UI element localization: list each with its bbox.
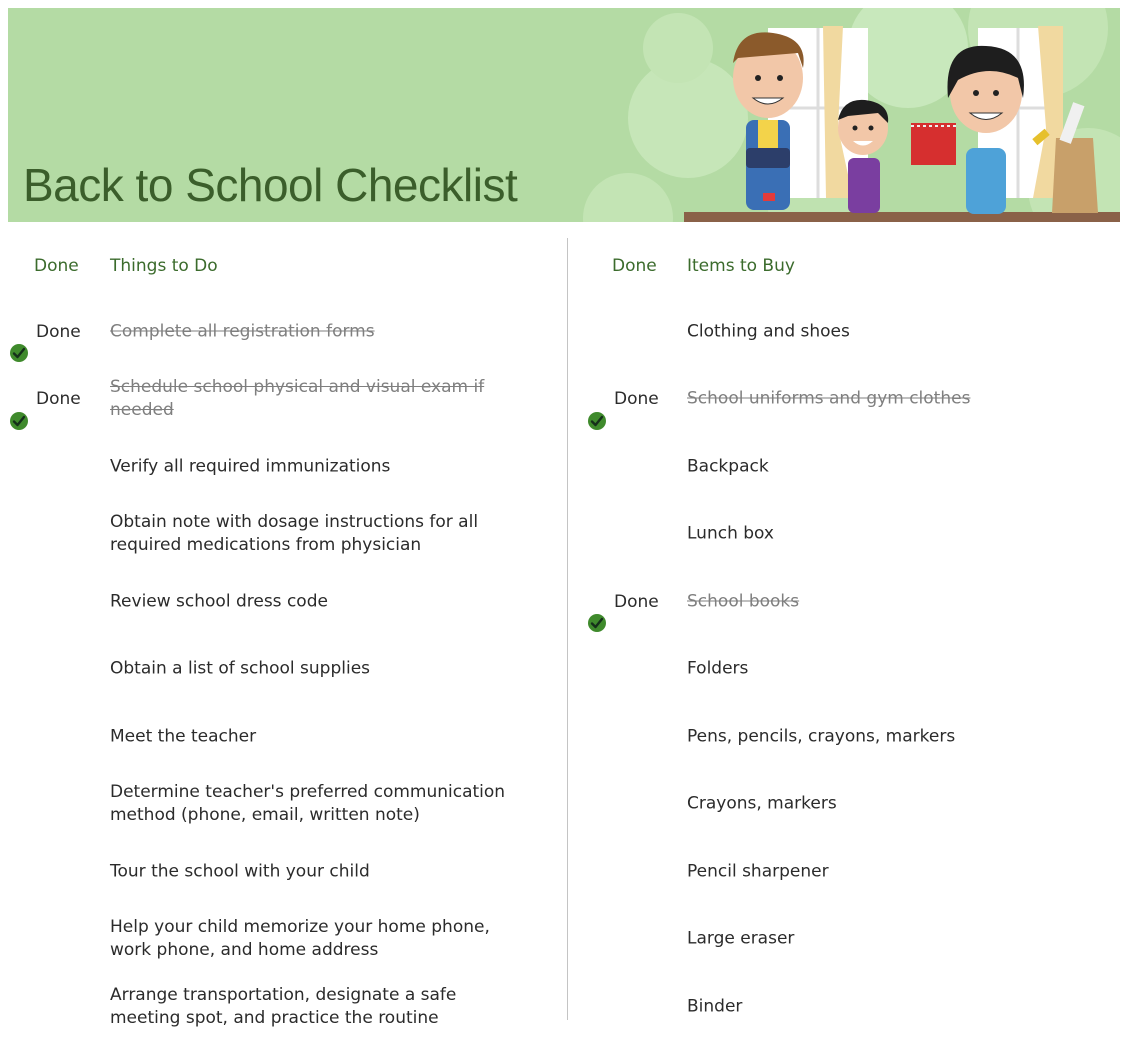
task-text: Meet the teacher [110, 726, 257, 746]
task-text: Help your child memorize your home phone, work phone, and home address [110, 917, 490, 960]
checklist-row[interactable] [0, 501, 567, 568]
task-text: School books [687, 591, 800, 611]
task-text: Obtain a list of school supplies [110, 658, 371, 679]
checklist-row[interactable] [0, 973, 567, 1040]
done-label: Done [36, 321, 81, 342]
checkmark-icon[interactable] [8, 342, 30, 364]
task-text: Complete all registration forms [110, 321, 375, 341]
checkmark-icon[interactable] [586, 612, 608, 634]
checklist-row[interactable] [0, 771, 567, 838]
checklist-row[interactable] [0, 703, 567, 770]
header-banner [8, 8, 1120, 222]
checklist-row[interactable] [578, 501, 1118, 568]
task-text: Lunch box [687, 523, 774, 544]
column-divider [567, 238, 568, 1020]
task-text: Binder [687, 996, 743, 1016]
done-label: Done [614, 591, 659, 612]
checkmark-icon[interactable] [8, 410, 30, 432]
checklist-row[interactable] [578, 298, 1118, 365]
things-to-do-header: Things to Do [110, 256, 218, 276]
checklist-row[interactable] [578, 973, 1118, 1040]
done-label: Done [614, 389, 659, 409]
task-text: Review school dress code [110, 591, 328, 611]
done-label: Done [36, 389, 81, 409]
task-text: Clothing and shoes [687, 321, 850, 341]
checklist-row[interactable] [578, 703, 1118, 770]
checklist-row[interactable] [0, 433, 567, 500]
checklist-row[interactable] [578, 366, 1118, 433]
checkmark-icon[interactable] [586, 410, 608, 432]
checklist-row[interactable] [0, 906, 567, 973]
task-text: Obtain note with dosage instructions for all required medications from physician [110, 512, 479, 555]
task-text: Arrange transportation, designate a safe meeting spot, and practice the routine [110, 984, 457, 1028]
checklist-row[interactable] [0, 636, 567, 703]
checklist-row[interactable] [578, 636, 1118, 703]
items-to-buy-header: Items to Buy [687, 256, 795, 276]
checklist-row[interactable] [0, 366, 567, 433]
task-text: Backpack [687, 456, 769, 476]
checklist-row[interactable] [578, 433, 1118, 500]
task-text: Schedule school physical and visual exam if needed [110, 377, 485, 420]
checklist-row[interactable] [0, 838, 567, 905]
task-text: Pencil sharpener [687, 861, 829, 881]
task-text: Folders [687, 658, 749, 679]
checklist-row[interactable] [578, 838, 1118, 905]
task-text: Large eraser [687, 928, 795, 949]
task-text: Pens, pencils, crayons, markers [687, 726, 956, 746]
done-column-header: Done [612, 256, 657, 276]
task-text: Verify all required immunizations [110, 456, 391, 476]
done-column-header: Done [34, 256, 79, 276]
checklist-row[interactable] [578, 568, 1118, 635]
checklist-row[interactable] [0, 568, 567, 635]
task-text: Crayons, markers [687, 793, 837, 814]
task-text: Tour the school with your child [110, 861, 370, 881]
checklist-row[interactable] [0, 298, 567, 365]
page-title: Back to School Checklist [23, 159, 518, 211]
family-illustration [568, 8, 1120, 222]
task-text: School uniforms and gym clothes [687, 388, 971, 409]
checklist-row[interactable] [578, 771, 1118, 838]
checklist-row[interactable] [578, 906, 1118, 973]
task-text: Determine teacher's preferred communication method (phone, email, written note) [110, 782, 506, 825]
